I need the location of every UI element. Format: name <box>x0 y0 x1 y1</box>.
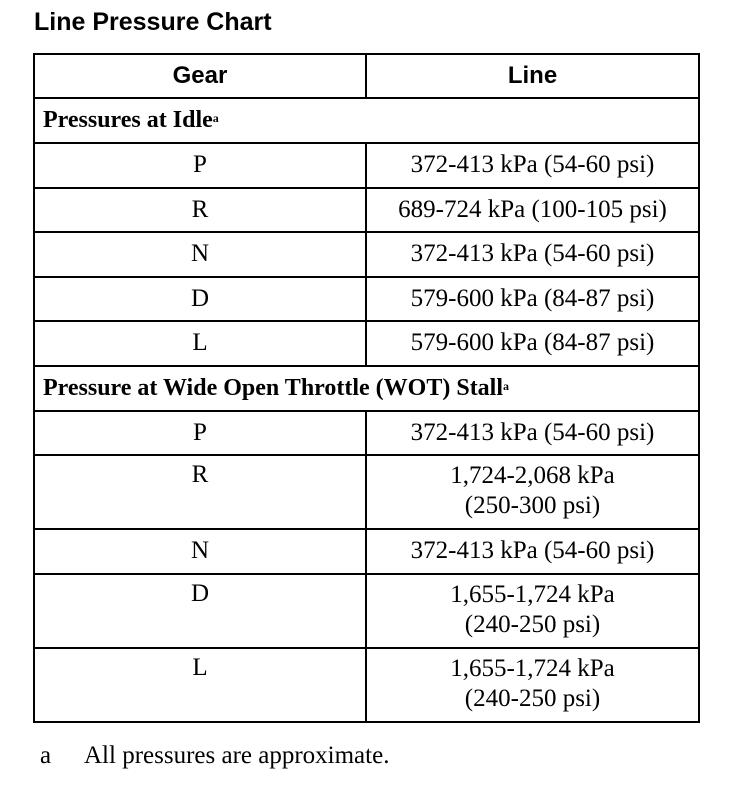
table-header-row <box>34 54 699 98</box>
line-value-kpa: 1,655-1,724 kPa <box>450 654 615 682</box>
gear-cell: R <box>34 455 366 529</box>
line-cell: 579-600 kPa (84-87 psi) <box>366 277 699 322</box>
line-cell: 579-600 kPa (84-87 psi) <box>366 321 699 366</box>
table-row <box>34 574 699 648</box>
gear-cell: D <box>34 574 366 648</box>
line-cell: 372-413 kPa (54-60 psi) <box>366 143 699 188</box>
section-label: Pressure at Wide Open Throttle (WOT) Stall <box>43 374 504 401</box>
line-value-psi: (250-300 psi) <box>464 492 601 519</box>
section-header-wot-stall <box>34 366 699 411</box>
line-cell: 372-413 kPa (54-60 psi) <box>366 529 699 574</box>
table-row <box>34 232 699 277</box>
gear-cell: N <box>34 529 366 574</box>
table-row <box>34 529 699 574</box>
line-value-psi: (240-250 psi) <box>464 684 601 712</box>
gear-cell: P <box>34 411 366 456</box>
section-header-idle <box>34 98 699 143</box>
line-value-kpa: 1,724-2,068 kPa <box>450 462 615 489</box>
section-label: Pressures at Idle <box>43 107 213 133</box>
table-row <box>34 648 699 722</box>
table-row <box>34 188 699 233</box>
line-value-kpa: 1,655-1,724 kPa <box>450 580 615 608</box>
line-cell: 372-413 kPa (54-60 psi) <box>366 411 699 456</box>
table-row <box>34 277 699 322</box>
line-value-psi: (240-250 psi) <box>464 610 601 638</box>
line-cell <box>366 648 699 722</box>
gear-cell: R <box>34 188 366 233</box>
line-cell <box>366 574 699 648</box>
line-pressure-table <box>33 53 700 723</box>
gear-cell: L <box>34 648 366 722</box>
footnote <box>40 740 389 772</box>
line-cell <box>366 455 699 529</box>
gear-cell: N <box>34 232 366 277</box>
footnote-mark: a <box>40 742 52 769</box>
page-title: Line Pressure Chart <box>34 8 272 36</box>
line-column-header: Line <box>366 54 699 98</box>
table-row <box>34 143 699 188</box>
gear-column-header: Gear <box>34 54 366 98</box>
table-row <box>34 455 699 529</box>
footnote-marker: a <box>503 378 510 393</box>
table-row <box>34 321 699 366</box>
footnote-text: All pressures are approximate. <box>84 742 390 769</box>
gear-cell: P <box>34 143 366 188</box>
footnote-marker: a <box>212 111 219 125</box>
table-row <box>34 411 699 456</box>
gear-cell: D <box>34 277 366 322</box>
line-cell: 372-413 kPa (54-60 psi) <box>366 232 699 277</box>
line-cell: 689-724 kPa (100-105 psi) <box>366 188 699 233</box>
gear-cell: L <box>34 321 366 366</box>
